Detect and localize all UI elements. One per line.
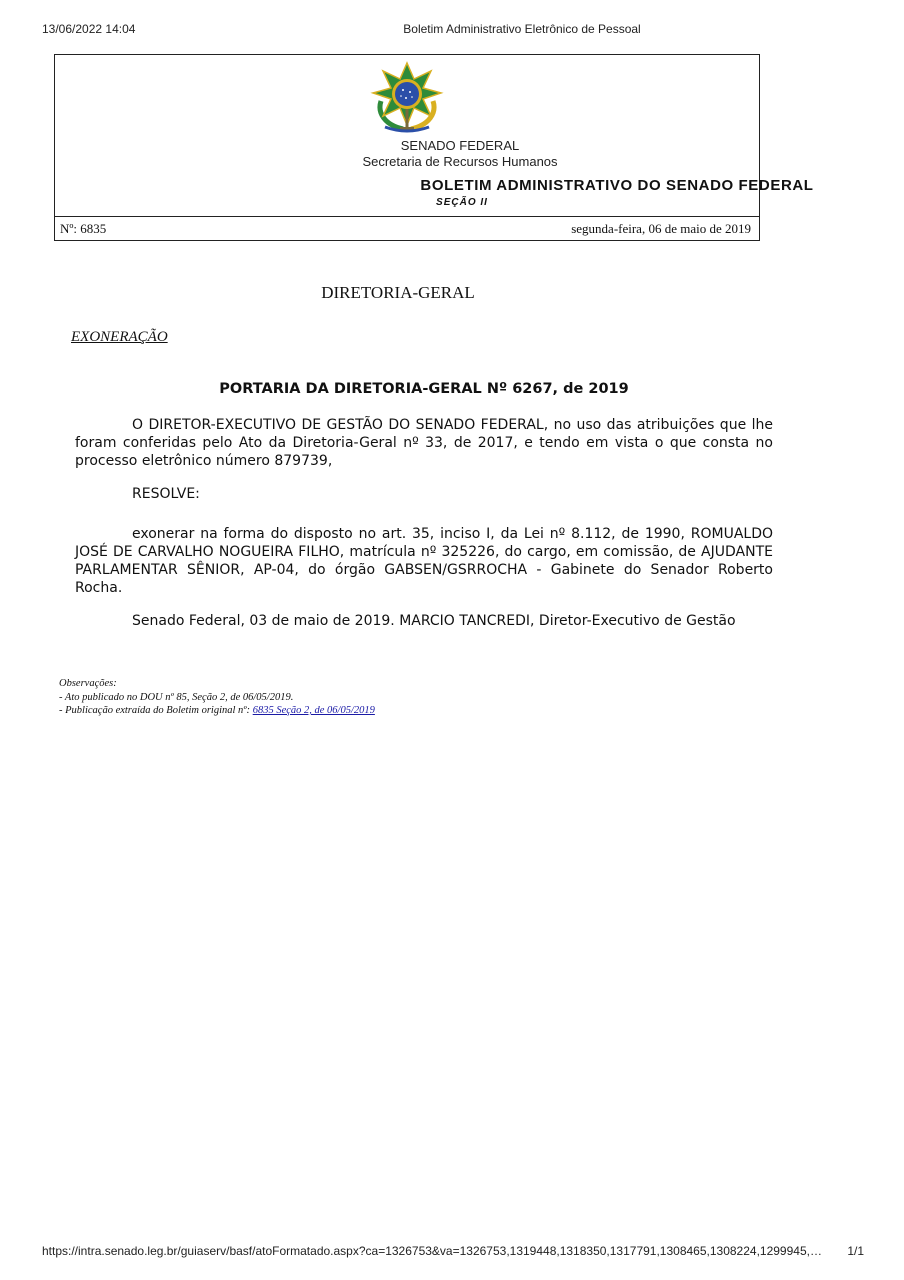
directorate-heading: DIRETORIA-GERAL xyxy=(321,283,475,302)
print-url: https://intra.senado.leg.br/guiaserv/basf/atoFormatado.aspx?ca=1326753&va=1326753,1319448,1318350,1317791,1308465,1308224,1299945,… xyxy=(42,1244,822,1258)
observation-item: - Ato publicado no DOU nº 85, Seção 2, de 06/05/2019. xyxy=(59,691,294,703)
original-bulletin-link[interactable]: 6835 Seção 2, de 06/05/2019 xyxy=(252,705,375,716)
bulletin-header xyxy=(54,54,814,241)
print-page-title: Boletim Administrativo Eletrônico de Pessoal xyxy=(403,22,641,36)
bulletin-number-row xyxy=(55,216,759,241)
observation-item xyxy=(59,704,375,718)
coat-of-arms-of-brazil-icon xyxy=(367,61,447,135)
observations-heading: Observações: xyxy=(59,678,117,689)
bulletin-date: segunda-feira, 06 de maio de 2019 xyxy=(571,221,751,236)
bulletin-title: BOLETIM ADMINISTRATIVO DO SENADO FEDERAL xyxy=(420,177,814,194)
print-datetime: 13/06/2022 14:04 xyxy=(42,22,136,36)
print-page-number: 1/1 xyxy=(847,1244,864,1258)
subject-heading: EXONERAÇÃO xyxy=(71,329,168,345)
bulletin-section: SEÇÃO II xyxy=(436,197,488,208)
institution-name: SENADO FEDERAL xyxy=(400,138,520,153)
observation-prefix: - Publicação extraída do Boletim original nº: xyxy=(59,705,251,716)
bulletin-number: Nº: 6835 xyxy=(60,221,107,236)
paragraph-exoneration: exonerar na forma do disposto no art. 35, inciso I, da Lei nº 8.112, de 1990, ROMUALDO JOSÉ DE CARVALHO NOGUEIRA FILHO, matrícula nº 325226, do cargo, em comissão, de AJUDANTE PARLAMENTAR SÊNIOR, AP-04, do órgão GABSEN/GSRROCHA - Gabinete do Senador Roberto Rocha. xyxy=(75,526,773,596)
paragraph-signature: Senado Federal, 03 de maio de 2019. MARCIO TANCREDI, Diretor-Executivo de Gestão xyxy=(132,613,736,629)
paragraph-resolve: RESOLVE: xyxy=(132,486,200,502)
print-footer xyxy=(0,1244,904,1260)
ordinance-title: PORTARIA DA DIRETORIA-GERAL Nº 6267, de 2019 xyxy=(219,381,629,397)
paragraph-preamble: O DIRETOR-EXECUTIVO DE GESTÃO DO SENADO FEDERAL, no uso das atribuições que lhe foram conferidas pelo Ato da Diretoria-Geral nº 33, de 2017, e tendo em vista o que consta no processo eletrônico número 879739, xyxy=(75,417,773,469)
observations xyxy=(59,677,375,718)
department-name: Secretaria de Recursos Humanos xyxy=(362,154,558,169)
print-header xyxy=(0,22,904,38)
